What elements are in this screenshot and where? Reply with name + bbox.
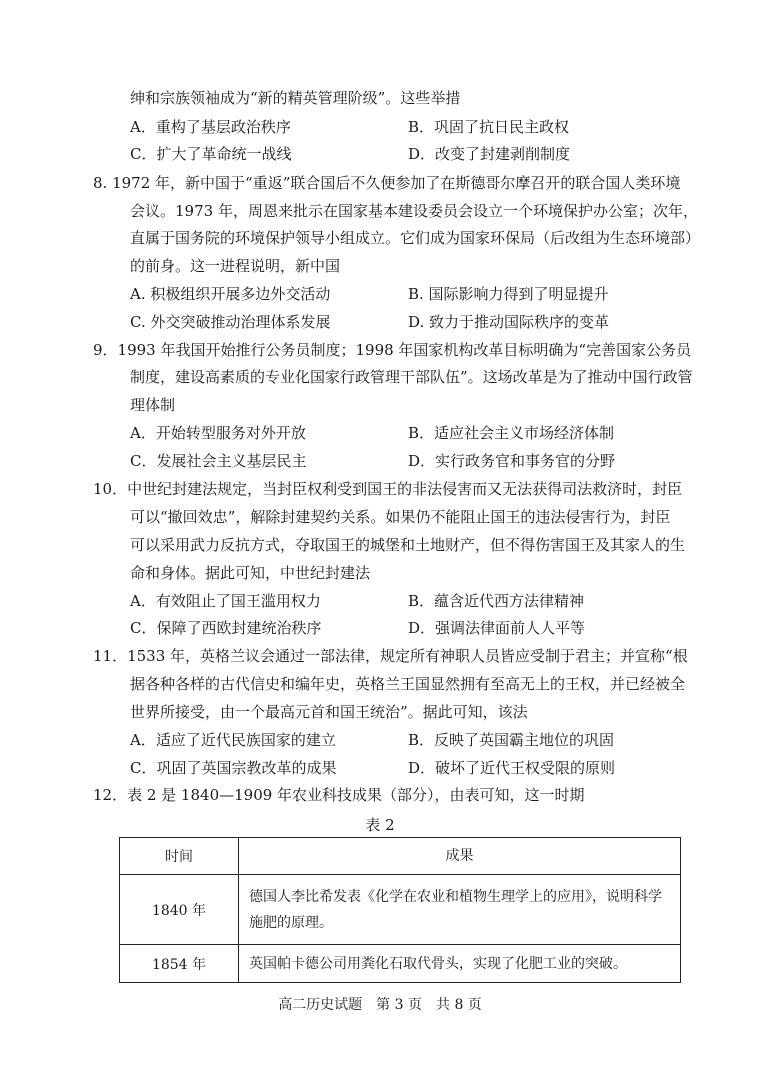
q8-line-4: 的前身。这一进程说明，新中国 xyxy=(130,257,341,275)
q9-option-d: D．实行政务官和事务官的分野 xyxy=(408,452,616,470)
row-result: 德国人李比希发表《化学在农业和植物生理学上的应用》，说明科学施肥的原理。 xyxy=(239,875,681,945)
row-year: 1840 年 xyxy=(120,875,239,945)
q7-option-a: A．重构了基层政治秩序 xyxy=(130,118,291,136)
q8-option-a: A. 积极组织开展多边外交活动 xyxy=(130,285,331,303)
q7-option-d: D．改变了封建剥削制度 xyxy=(408,145,571,163)
q9-option-c: C．发展社会主义基层民主 xyxy=(130,452,307,470)
q10-option-c: C．保障了西欧封建统治秩序 xyxy=(130,619,322,637)
q12-line: 12．表 2 是 1840—1909 年农业科技成果（部分），由表可知，这一时期 xyxy=(93,786,585,804)
q8-option-b: B. 国际影响力得到了明显提升 xyxy=(408,285,609,303)
q10-option-a: A．有效阻止了国王滥用权力 xyxy=(130,592,321,610)
q8-option-c: C. 外交突破推动治理体系发展 xyxy=(130,313,331,331)
achievements-table xyxy=(119,837,681,983)
q9-line-1: 9．1993 年我国开始推行公务员制度；1998 年国家机构改革目标明确为“完善国家公务员 xyxy=(93,341,692,359)
q7-option-b: B．巩固了抗日民主政权 xyxy=(408,118,570,136)
q11-line-1: 11．1533 年，英格兰议会通过一部法律，规定所有神职人员皆应受制于君主；并宣称“根 xyxy=(93,647,688,665)
q9-line-2: 制度，建设高素质的专业化国家行政管理干部队伍”。这场改革是为了推动中国行政管 xyxy=(130,368,693,386)
q8-option-d: D. 致力于推动国际秩序的变革 xyxy=(408,313,610,331)
q8-line-1: 8. 1972 年，新中国于“重返”联合国后不久便参加了在斯德哥尔摩召开的联合国人类环境 xyxy=(93,174,681,192)
q10-line-3: 可以采用武力反抗方式，夺取国王的城堡和土地财产，但不得伤害国王及其家人的生 xyxy=(130,536,686,554)
q10-option-d: D．强调法律面前人人平等 xyxy=(408,619,586,637)
page-footer: 高二历史试题 第 3 页 共 8 页 xyxy=(278,997,482,1013)
q9-option-b: B．适应社会主义市场经济体制 xyxy=(408,424,615,442)
q10-line-2: 可以“撤回效忠”，解除封建契约关系。如果仍不能阻止国王的违法侵害行为，封臣 xyxy=(130,508,671,526)
q10-line-1: 10．中世纪封建法规定，当封臣权利受到国王的非法侵害而又无法获得司法救济时，封臣 xyxy=(93,480,683,498)
q11-option-b: B．反映了英国霸主地位的巩固 xyxy=(408,731,615,749)
q9-line-3: 理体制 xyxy=(130,396,176,414)
q10-option-b: B．蕴含近代西方法律精神 xyxy=(408,592,585,610)
q11-option-a: A．适应了近代民族国家的建立 xyxy=(130,731,336,749)
header-result: 成果 xyxy=(239,838,681,875)
q11-line-2: 据各种各样的古代信史和编年史，英格兰王国显然拥有至高无上的王权，并已经被全 xyxy=(130,675,686,693)
q11-option-c: C．巩固了英国宗教改革的成果 xyxy=(130,759,337,777)
q10-line-4: 命和身体。据此可知，中世纪封建法 xyxy=(130,564,371,582)
q7-option-c: C．扩大了革命统一战线 xyxy=(130,145,292,163)
table-row xyxy=(120,875,681,945)
row-result: 英国帕卡德公司用粪化石取代骨头，实现了化肥工业的突破。 xyxy=(239,945,681,983)
table-header-row xyxy=(120,838,681,875)
q8-line-2: 会议。1973 年，周恩来批示在国家基本建设委员会设立一个环境保护办公室；次年， xyxy=(130,202,698,220)
header-time: 时间 xyxy=(120,838,239,875)
table-row xyxy=(120,945,681,983)
q11-option-d: D．破坏了近代王权受限的原则 xyxy=(408,759,616,777)
row-year: 1854 年 xyxy=(120,945,239,983)
q11-line-3: 世界所接受，由一个最高元首和国王统治”。据此可知，该法 xyxy=(130,703,528,721)
q8-line-3: 直属于国务院的环境保护领导小组成立。它们成为国家环保局（后改组为生态环境部） xyxy=(130,229,701,247)
q7-text-line: 绅和宗族领袖成为“新的精英管理阶级”。这些举措 xyxy=(130,89,461,107)
q9-option-a: A．开始转型服务对外开放 xyxy=(130,424,306,442)
table-caption: 表 2 xyxy=(365,816,395,834)
